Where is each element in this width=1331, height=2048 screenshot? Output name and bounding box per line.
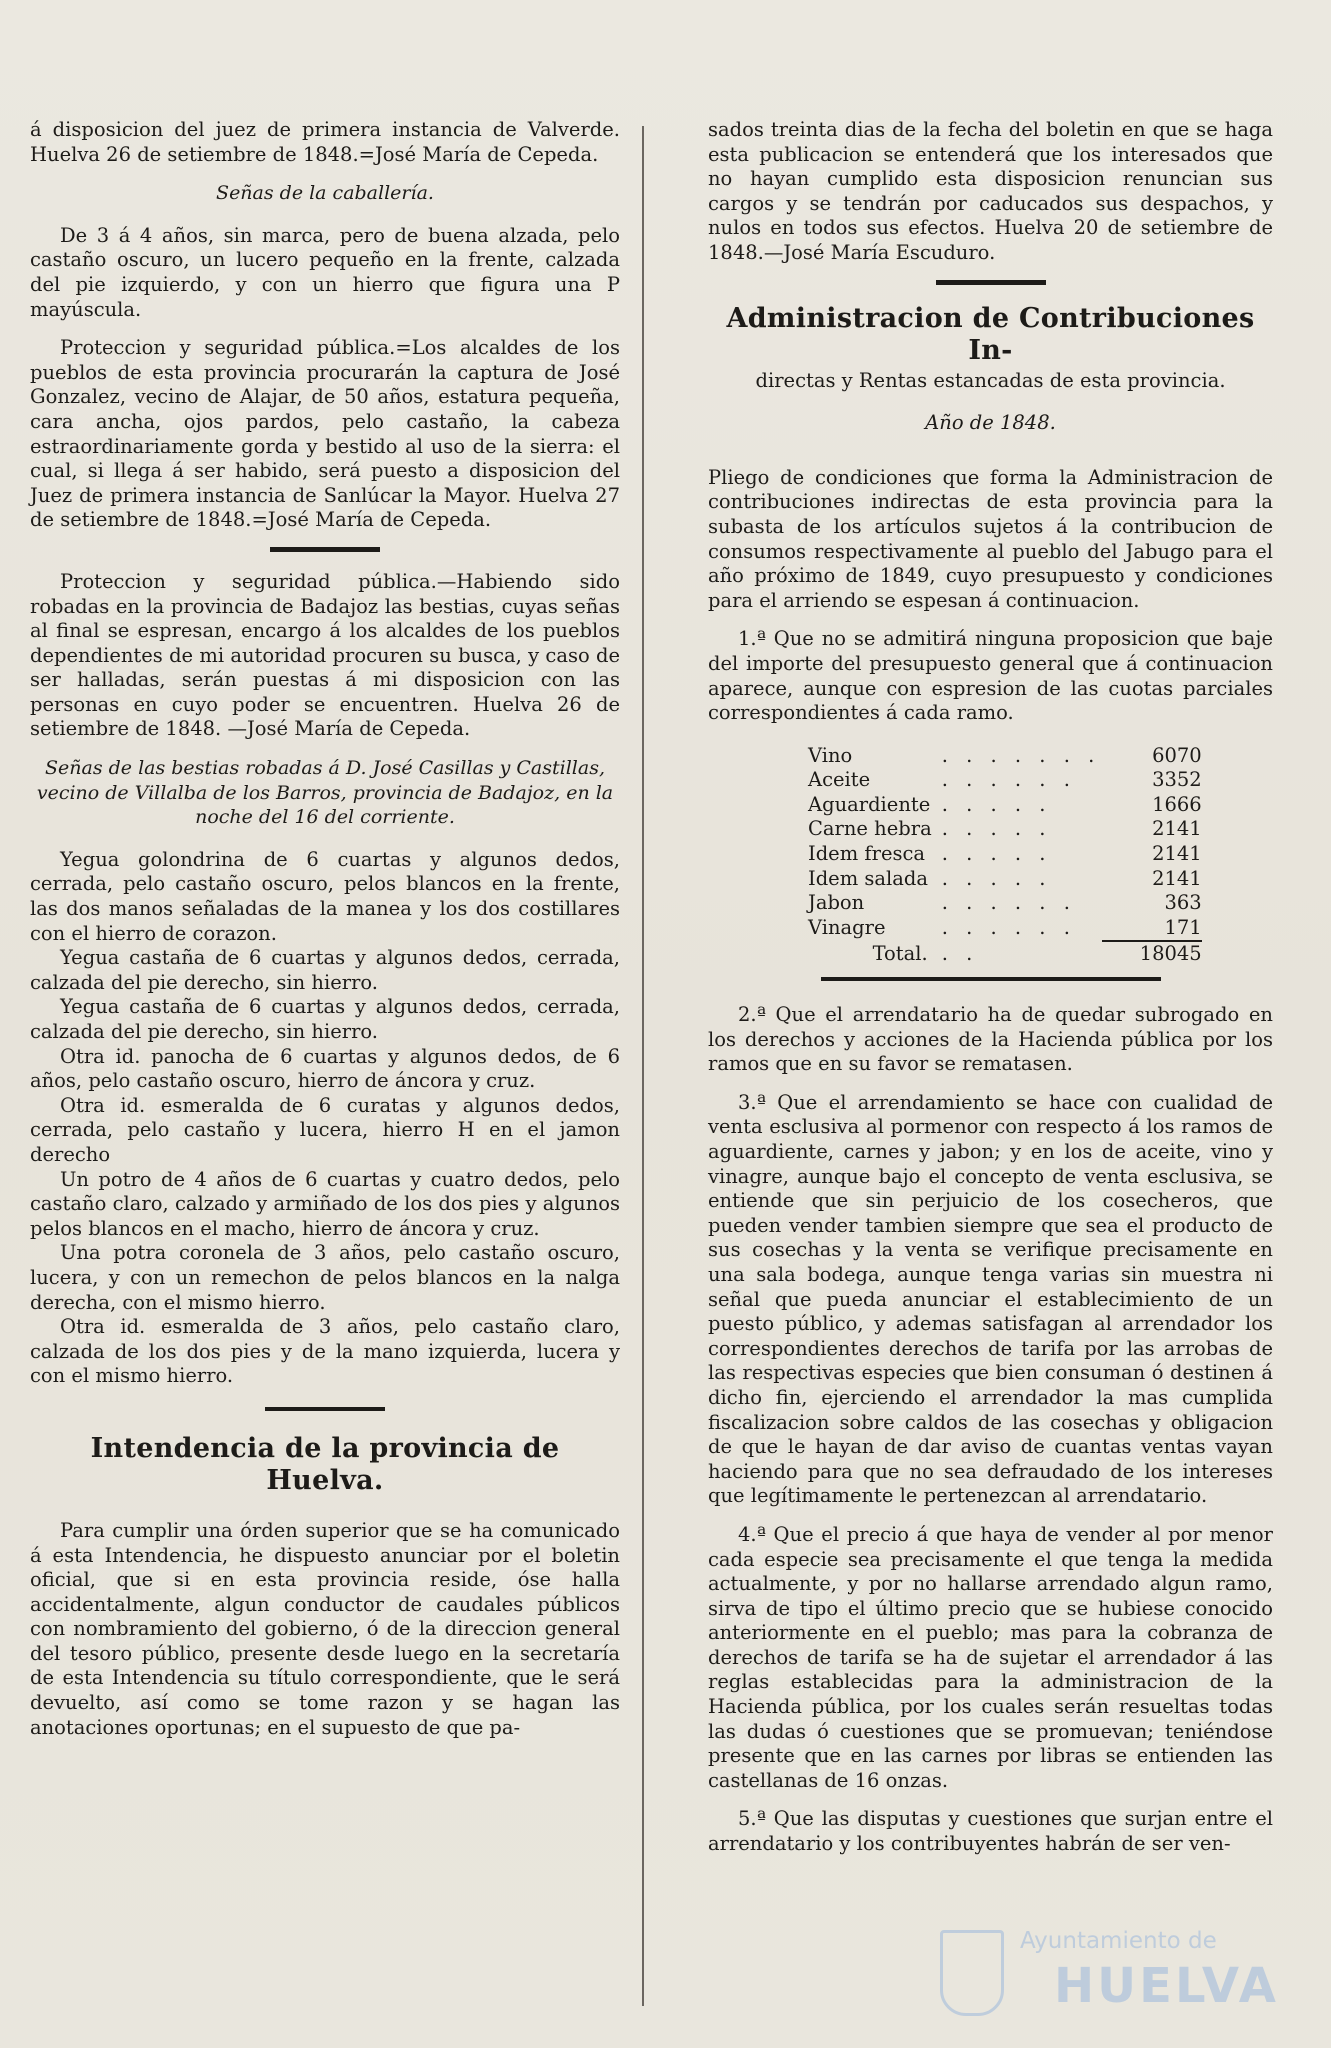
- list-item: Otra id. panocha de 6 cuartas y algunos dedos, de 6 años, pelo castaño oscuro, hierro de áncora y cruz.: [30, 1044, 620, 1093]
- list-item: Otra id. esmeralda de 6 curatas y algunos dedos, cerrada, pelo castaño y lucera, hierro H en el jamon derecho: [30, 1093, 620, 1166]
- budget-row: [808, 891, 1202, 916]
- paragraph-bestias-robadas: Proteccion y seguridad pública.—Habiendo sido robadas en la provincia de Badajoz las bestias, cuyas señas al final se espresan, encargo á los alcaldes de los pueblos dependientes de mi autoridad procuren su busca, y caso de ser halladas, serán puestas á mi disposicion con las personas en cuyo poder se encuentren. Huelva 26 de setiembre de 1848. —José María de Cepeda.: [30, 569, 620, 741]
- section-title-administracion: Administracion de Contribuciones In-: [726, 302, 1255, 366]
- total-label: Total.: [872, 941, 928, 965]
- budget-row: [808, 793, 1202, 818]
- section-subtitle-administracion: directas y Rentas estancadas de esta provincia.: [755, 368, 1226, 392]
- budget-value: 2141: [1152, 866, 1202, 890]
- list-item: Yegua castaña de 6 cuartas y algunos dedos, cerrada, calzada del pie derecho, sin hierro.: [30, 946, 620, 994]
- section-rule: [936, 280, 1046, 285]
- budget-row: [808, 744, 1202, 769]
- paragraph-condicion-3: 3.ª Que el arrendamiento se hace con cualidad de venta esclusiva al pormenor con respecto á los ramos de aguardiente, carnes y jabon; y en los de aceite, vino y vinagre, aunque bajo el concepto de venta esclusiva, se entiende que sin perjuicio de los cosecheros, que pueden vender tambien siempre que sea el producto de sus cosechas y la venta se verifique precisamente en una sala bodega, aunque tenga varias sin muestra ni señal que pueda anunciar el establecimiento de un puesto público, y ademas satisfagan al arrendador los correspondientes derechos de tarifa por las arrobas de las respectivas especies que bien consuman ó destinen á dicho fin, ejerciendo el arrendador la mas cumplida fiscalizacion sobre caldos de las cosechas y obligacion de que le hayan de dar aviso de cuantas ventas vayan haciendo para que no sea defraudado de los intereses que legítimamente le pertenezcan al arrendatario.: [708, 1090, 1273, 1508]
- budget-row: [808, 768, 1202, 793]
- shield-icon: [940, 1930, 1004, 2016]
- budget-row: [808, 916, 1202, 942]
- list-item: Otra id. esmeralda de 3 años, pelo castaño claro, calzada de los dos pies y de la mano izquierda, lucera y con el mismo hierro.: [30, 1315, 620, 1388]
- budget-item: Vino: [808, 743, 853, 767]
- list-item: Un potro de 4 años de 6 cuartas y cuatro dedos, pelo castaño claro, calzado y armiñado de los dos pies y algunos pelos blancos en el macho, hierro de áncora y cruz.: [30, 1167, 620, 1240]
- budget-value: 2141: [1152, 842, 1202, 866]
- budget-value: 3352: [1152, 768, 1202, 792]
- list-item: Yegua castaña de 6 cuartas y algunos dedos, cerrada, calzada del pie derecho, sin hierro.: [30, 995, 620, 1043]
- total-label-cell: [808, 941, 942, 967]
- budget-row: [808, 817, 1202, 842]
- paragraph-condicion-5: 5.ª Que las disputas y cuestiones que surjan entre el arrendatario y los contribuyentes habrán de ser ven-: [708, 1807, 1273, 1856]
- section-title-intendencia: Intendencia de la provincia de Huelva.: [90, 1432, 560, 1496]
- section-rule: [265, 1407, 385, 1411]
- column-divider: [642, 126, 644, 2006]
- total-dots: . .: [941, 941, 979, 965]
- budget-item: Aceite: [808, 768, 871, 792]
- budget-dots: . . . . .: [941, 817, 1052, 841]
- right-column: [708, 118, 1273, 1871]
- budget-dots: . . . . . .: [941, 768, 1076, 792]
- paragraph-captura-gonzalez: Proteccion y seguridad pública.=Los alcaldes de los pueblos de esta provincia procurarán la captura de José Gonzalez, vecino de Alajar, de 50 años, estatura pequeña, cara ancha, ojos pardos, pelo castaño, la cabeza estraordinariamente gorda y bestido al uso de la sierra: el cual, si llega á ser habido, será puesto a disposicion del Juez de primera instancia de Sanlúcar la Mayor. Huelva 27 de setiembre de 1848.=José María de Cepeda.: [30, 336, 620, 532]
- budget-item: Vinagre: [808, 916, 886, 940]
- budget-item: Jabon: [808, 891, 865, 915]
- left-column: [30, 118, 620, 1754]
- budget-dots: . . . . . . .: [941, 743, 1101, 767]
- budget-value: 1666: [1152, 792, 1202, 816]
- paragraph-valverde: á disposicion del juez de primera instancia de Valverde. Huelva 26 de setiembre de 1848.=José María de Cepeda.: [30, 118, 620, 166]
- watermark-big-text: HUELVA: [1054, 1958, 1279, 2014]
- budget-item: Carne hebra: [808, 817, 932, 841]
- budget-item: Idem salada: [808, 866, 929, 890]
- caption-caballeria: Señas de la caballería.: [216, 182, 434, 205]
- list-item: Una potra coronela de 3 años, pelo castaño oscuro, lucera, y con un remechon de pelos blancos en la nalga derecha, con el mismo hierro.: [30, 1241, 620, 1314]
- budget-row: [808, 842, 1202, 867]
- budget-item: Idem fresca: [808, 842, 926, 866]
- section-rule: [821, 977, 1161, 981]
- total-value: 18045: [1139, 942, 1202, 966]
- budget-value: 363: [1164, 891, 1202, 915]
- budget-value: 6070: [1152, 743, 1202, 767]
- paragraph-condicion-2: 2.ª Que el arrendatario ha de quedar subrogado en los derechos y acciones de la Hacienda pública por los ramos que en su favor se rematasen.: [708, 1003, 1273, 1076]
- ayuntamiento-huelva-watermark: [940, 1928, 1279, 2018]
- paragraph-senas-caballeria: De 3 á 4 años, sin marca, pero de buena alzada, pelo castaño oscuro, un lucero pequeño en la frente, calzada del pie izquierdo, y con un hierro que figura una P mayúscula.: [30, 223, 620, 321]
- section-rule: [270, 547, 380, 552]
- paragraph-intendencia: Para cumplir una órden superior que se ha comunicado á esta Intendencia, he dispuesto anunciar por el boletin oficial, que si en esta provincia reside, óse halla accidentalmente, algun conductor de caudales públicos con nombramiento del gobierno, ó de la direccion general del tesoro público, presente desde luego en la secretaría de esta Intendencia su título correspondiente, que le será devuelto, así como se tome razon y se hagan las anotaciones oportunas; en el supuesto de que pa-: [30, 1518, 620, 1739]
- budget-row: [808, 867, 1202, 892]
- budget-dots: . . . . .: [941, 792, 1052, 816]
- paragraph-continuation: sados treinta dias de la fecha del boletin en que se haga esta publicacion se entenderá que los interesados que no hayan cumplido esta disposicion renuncian sus cargos y se tendrán por caducados sus despachos, y nulos en todos sus efectos. Huelva 20 de setiembre de 1848.—José María Escuduro.: [708, 118, 1273, 264]
- budget-dots: . . . . .: [941, 866, 1052, 890]
- budget-item: Aguardiente: [808, 792, 931, 816]
- budget-dots: . . . . .: [941, 842, 1052, 866]
- caption-bestias: Señas de las bestias robadas á D. José Casillas y Castillas, vecino de Villalba de los Barros, provincia de Badajoz, en la noche del 16 del corriente.: [36, 757, 614, 829]
- total-row: [808, 941, 1202, 967]
- bestias-list: [30, 848, 620, 1389]
- budget-table: [808, 744, 1202, 967]
- budget-value: 2141: [1152, 817, 1202, 841]
- paragraph-pliego: Pliego de condiciones que forma la Administracion de contribuciones indirectas de esta provincia para la subasta de los artículos sujetos á la contribucion de consumos respectivamente al pueblo del Jabugo para el año próximo de 1849, cuyo presupuesto y condiciones para el arriendo se espesan á continuacion.: [708, 465, 1273, 612]
- list-item: Yegua golondrina de 6 cuartas y algunos dedos, cerrada, pelo castaño oscuro, pelos blancos en la frente, las dos manos señaladas de la manea y los dos costillares con el hierro de corazon.: [30, 847, 620, 945]
- budget-dots: . . . . . .: [941, 891, 1076, 915]
- paragraph-condicion-4: 4.ª Que el precio á que haya de vender al por menor cada especie sea precisamente el que tenga la medida actualmente, y por no hallarse arrendado algun ramo, sirva de tipo el último precio que se hubiese conocido anteriormente en el pueblo; mas para la cobranza de derechos de tarifa se ha de sujetar el arrendador á las reglas establecidas para la administracion de la Hacienda pública, por los cuales serán resueltas todas las dudas ó cuestiones que se promuevan; teniéndose presente que en las carnes por libras se entienden las castellanas de 16 onzas.: [708, 1522, 1273, 1792]
- watermark-small-text: Ayuntamiento de: [1020, 1928, 1217, 1954]
- year-heading: Año de 1848.: [925, 411, 1056, 435]
- budget-dots: . . . . . .: [941, 916, 1076, 940]
- paragraph-condicion-1: 1.ª Que no se admitirá ninguna proposicion que baje del importe del presupuesto general que á continuacion aparece, aunque con espresion de las cuotas parciales correspondientes á cada ramo.: [708, 627, 1273, 725]
- budget-value: 171: [1102, 916, 1202, 942]
